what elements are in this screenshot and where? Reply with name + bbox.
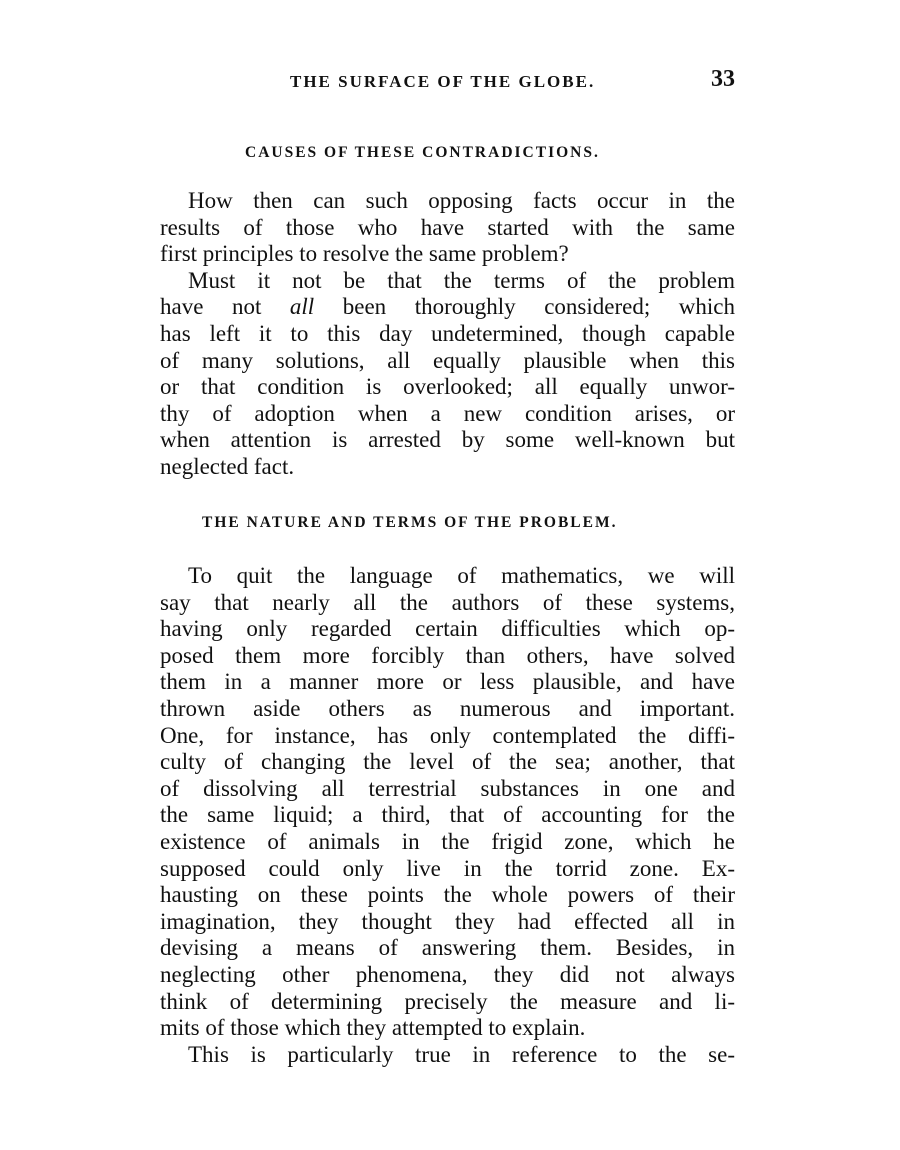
text-line: To quit the language of mathematics, we will bbox=[188, 563, 735, 588]
text-line: has left it to this day undetermined, though capable bbox=[160, 320, 735, 346]
running-title: THE SURFACE OF THE GLOBE. bbox=[290, 72, 596, 91]
section-body bbox=[160, 188, 735, 481]
text-line: neglected fact. bbox=[160, 453, 295, 479]
text-line: think of determining precisely the measure and li- bbox=[160, 988, 735, 1014]
section-heading: THE NATURE AND TERMS OF THE PROBLEM. bbox=[202, 514, 618, 531]
text-line: neglecting other phenomena, they did not always bbox=[160, 961, 735, 987]
text-line: first principles to resolve the same problem? bbox=[160, 241, 569, 267]
text-line: have not all been thoroughly considered; which bbox=[160, 294, 735, 320]
text-line: This is particularly true in reference to the se- bbox=[188, 1041, 735, 1067]
section-body bbox=[160, 563, 735, 1068]
text-line: or that condition is overlooked; all equally unwor- bbox=[160, 374, 735, 400]
text-line: mits of those which they attempted to explain. bbox=[160, 1015, 586, 1041]
text-line: the same liquid; a third, that of accounting for the bbox=[160, 802, 735, 828]
text-line: posed them more forcibly than others, have solved bbox=[160, 642, 735, 668]
text-line: culty of changing the level of the sea; another, that bbox=[160, 749, 735, 775]
page-number: 33 bbox=[711, 66, 735, 92]
text-line: imagination, they thought they had effected all in bbox=[160, 908, 735, 934]
text-line: of dissolving all terrestrial substances in one and bbox=[160, 775, 735, 801]
text-line: them in a manner more or less plausible, and have bbox=[160, 669, 735, 695]
text-line: when attention is arrested by some well-known but bbox=[160, 427, 735, 453]
text-line: existence of animals in the frigid zone, which he bbox=[160, 828, 735, 854]
text-line: thrown aside others as numerous and important. bbox=[160, 695, 735, 721]
text-line: thy of adoption when a new condition arises, or bbox=[160, 400, 735, 426]
section-heading: CAUSES OF THESE CONTRADICTIONS. bbox=[245, 144, 600, 161]
text-line: Must it not be that the terms of the problem bbox=[188, 267, 735, 293]
emphasis: all bbox=[289, 294, 315, 320]
text-line: devising a means of answering them. Besides, in bbox=[160, 935, 735, 961]
text-line: say that nearly all the authors of these systems, bbox=[160, 589, 735, 615]
text-line: having only regarded certain difficulties which op- bbox=[160, 616, 735, 642]
text-line: How then can such opposing facts occur in the bbox=[188, 188, 735, 213]
text-line: results of those who have started with the same bbox=[160, 214, 735, 240]
running-head bbox=[160, 68, 735, 98]
text-line: One, for instance, has only contemplated the diffi- bbox=[160, 722, 735, 748]
text-line: supposed could only live in the torrid zone. Ex- bbox=[160, 855, 735, 881]
text-line: of many solutions, all equally plausible when this bbox=[160, 347, 735, 373]
text-line: hausting on these points the whole powers of their bbox=[160, 882, 735, 908]
